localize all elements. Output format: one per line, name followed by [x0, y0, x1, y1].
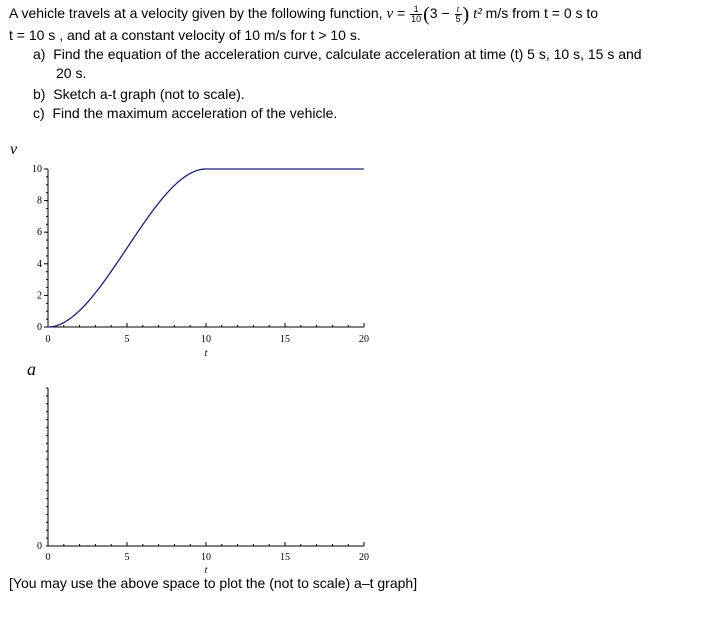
part-c-text: Find the maximum acceleration of the vehicle. [52, 105, 338, 121]
v-chart-x-axis-label: t [204, 348, 208, 359]
a-chart-x-axis-label: t [204, 565, 208, 576]
footer-note: [You may use the above space to plot the (not to scale) a–t graph] [9, 575, 418, 591]
equals-sign: = [397, 5, 406, 21]
v-chart-y-tick-label: 10 [32, 164, 42, 175]
a-chart-x-tick-label: 20 [359, 552, 369, 563]
v-chart-x-tick-label: 10 [201, 334, 211, 345]
open-paren: ( [423, 3, 430, 26]
part-a-label: a) [33, 46, 46, 62]
v-axis-letter: v [10, 141, 18, 158]
v-chart-x-tick-label: 5 [124, 334, 130, 345]
v-chart-series-line [48, 169, 364, 327]
three-minus: 3 − [429, 5, 450, 21]
part-c-label: c) [33, 105, 45, 121]
a-chart-x-tick-label: 5 [124, 552, 130, 563]
v-chart-y-tick-label: 2 [37, 290, 42, 302]
v-chart-y-tick-label: 8 [37, 195, 42, 207]
question-line-2: t = 10 s , and at a constant velocity of 10 m/s for t > 10 s. [9, 27, 361, 43]
fraction-t-5: $\frac{t}{5}$ [455, 3, 461, 24]
part-b-text: Sketch a-t graph (not to scale). [53, 86, 245, 102]
a-axis-letter: a [27, 359, 36, 379]
v-chart-x-tick-label: 0 [45, 334, 51, 345]
part-a-cont: 20 s. [56, 65, 87, 81]
t-squared: t² [473, 6, 482, 22]
close-paren: ) [462, 3, 470, 26]
intro-prefix: A vehicle travels at a velocity given by the following function, [9, 5, 383, 21]
a-chart-y-tick-label: 0 [37, 541, 42, 552]
v-chart-x-tick-label: 20 [359, 334, 369, 345]
v-chart-y-tick-label: 6 [37, 227, 42, 239]
fraction-1-10: $\frac{1}{10}$ [411, 3, 422, 24]
v-chart-x-tick-label: 15 [280, 334, 290, 345]
var-v: v [386, 6, 394, 22]
part-a-text: Find the equation of the acceleration curve, calculate acceleration at time (t) 5 s, 10 s, 15 s and [53, 46, 642, 62]
part-b-label: b) [33, 86, 46, 102]
a-chart-x-tick-label: 10 [201, 552, 211, 563]
v-chart-y-tick-label: 4 [37, 258, 42, 270]
v-chart-y-tick-label: 0 [37, 322, 42, 333]
intro-suffix: m/s from t = 0 s to [485, 5, 599, 21]
a-chart-x-tick-label: 15 [280, 552, 290, 563]
a-chart-x-tick-label: 0 [45, 552, 51, 563]
